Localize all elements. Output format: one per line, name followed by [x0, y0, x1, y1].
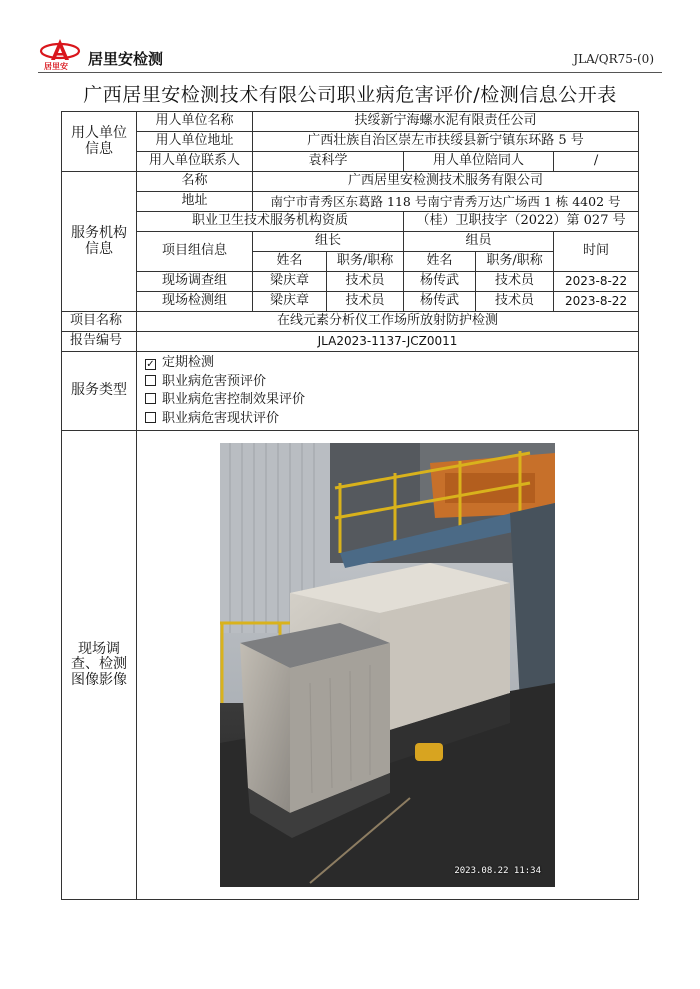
- org-qualification-label: 职业卫生技术服务机构资质: [137, 212, 404, 232]
- leader-name-col: 姓名: [253, 252, 327, 272]
- report-number: JLA2023-1137-JCZ0011: [137, 332, 639, 352]
- checkbox-icon[interactable]: [145, 393, 156, 404]
- leader-header: 组长: [253, 232, 404, 252]
- org-address-row: [62, 192, 639, 212]
- brand-name: 居里安检测: [88, 50, 164, 68]
- service-option[interactable]: 职业病危害现状评价: [145, 410, 630, 429]
- service-org-section-label: 服务机构信息: [62, 172, 137, 312]
- service-option[interactable]: ✓ 定期检测: [146, 355, 215, 370]
- employer-contact: 袁科学: [253, 152, 404, 172]
- checkbox-icon[interactable]: [145, 375, 156, 386]
- team-row: [62, 272, 639, 292]
- employer-section-label: 用人单位信息: [62, 112, 137, 172]
- report-number-row: [62, 332, 639, 352]
- photo-timestamp: 2023.08.22 11:34: [454, 866, 542, 877]
- time-header: 时间: [554, 232, 639, 272]
- site-photo: [220, 443, 555, 887]
- photo-cell: [137, 431, 639, 900]
- team-leader-title: 技术员: [327, 272, 404, 292]
- checkbox-checked-icon[interactable]: ✓: [146, 359, 155, 370]
- photo-row: [62, 431, 639, 900]
- team-member-title: 技术员: [476, 272, 554, 292]
- team-row: [62, 292, 639, 312]
- team-group: 现场调查组: [137, 272, 253, 292]
- checkbox-icon[interactable]: [145, 412, 156, 423]
- org-address: 南宁市青秀区东葛路 118 号南宁青秀万达广场西 1 栋 4402 号: [253, 192, 639, 212]
- employer-escort-label: 用人单位陪同人: [404, 152, 554, 172]
- project-name-label: 项目名称: [62, 312, 137, 332]
- project-name-row: [62, 312, 639, 332]
- employer-name-label: 用人单位名称: [137, 112, 253, 132]
- report-number-label: 报告编号: [62, 332, 137, 352]
- org-name: 广西居里安检测技术服务有限公司: [253, 172, 639, 192]
- team-member: 杨传武: [404, 272, 476, 292]
- page-title: 广西居里安检测技术有限公司职业病危害评价/检测信息公开表: [83, 84, 617, 106]
- team-member-title: 技术员: [476, 292, 554, 312]
- employer-address: 广西壮族自治区崇左市扶绥县新宁镇东环路 5 号: [253, 132, 639, 152]
- employer-escort: /: [554, 152, 639, 172]
- employer-address-row: [62, 132, 639, 152]
- team-group: 现场检测组: [137, 292, 253, 312]
- employer-contact-row: [62, 152, 639, 172]
- team-member: 杨传武: [404, 292, 476, 312]
- team-leader-title: 技术员: [327, 292, 404, 312]
- project-name: 在线元素分析仪工作场所放射防护检测: [137, 312, 639, 332]
- member-name-col: 姓名: [404, 252, 476, 272]
- org-address-label: 地址: [137, 192, 253, 212]
- leader-title-col: 职务/职称: [327, 252, 404, 272]
- member-title-col: 职务/职称: [476, 252, 554, 272]
- page-header: [38, 38, 662, 73]
- service-option[interactable]: 职业病危害预评价: [145, 373, 630, 392]
- team-leader: 梁庆章: [253, 272, 327, 292]
- logo-text: 居里安: [44, 62, 68, 71]
- service-type-row: [62, 352, 639, 431]
- employer-name-row: [62, 112, 639, 132]
- org-qualification-row: [62, 212, 639, 232]
- service-type-label: 服务类型: [62, 352, 137, 431]
- team-date: 2023-8-22: [554, 292, 639, 312]
- member-header: 组员: [404, 232, 554, 252]
- org-qualification: （桂）卫职技字（2022）第 027 号: [404, 212, 639, 232]
- employer-contact-label: 用人单位联系人: [137, 152, 253, 172]
- info-table: [61, 111, 639, 900]
- team-date: 2023-8-22: [554, 272, 639, 292]
- document-number: JLA/QR75-(0): [573, 52, 654, 66]
- org-name-row: [62, 172, 639, 192]
- photo-section-label: 现场调查、检测图像影像: [62, 431, 137, 900]
- team-leader: 梁庆章: [253, 292, 327, 312]
- employer-address-label: 用人单位地址: [137, 132, 253, 152]
- team-header-row: [62, 232, 639, 252]
- org-name-label: 名称: [137, 172, 253, 192]
- company-logo: [38, 38, 82, 72]
- service-type-options: [137, 352, 639, 431]
- team-info-label: 项目组信息: [137, 232, 253, 272]
- service-option[interactable]: 职业病危害控制效果评价: [145, 391, 630, 410]
- employer-name: 扶绥新宁海螺水泥有限责任公司: [253, 112, 639, 132]
